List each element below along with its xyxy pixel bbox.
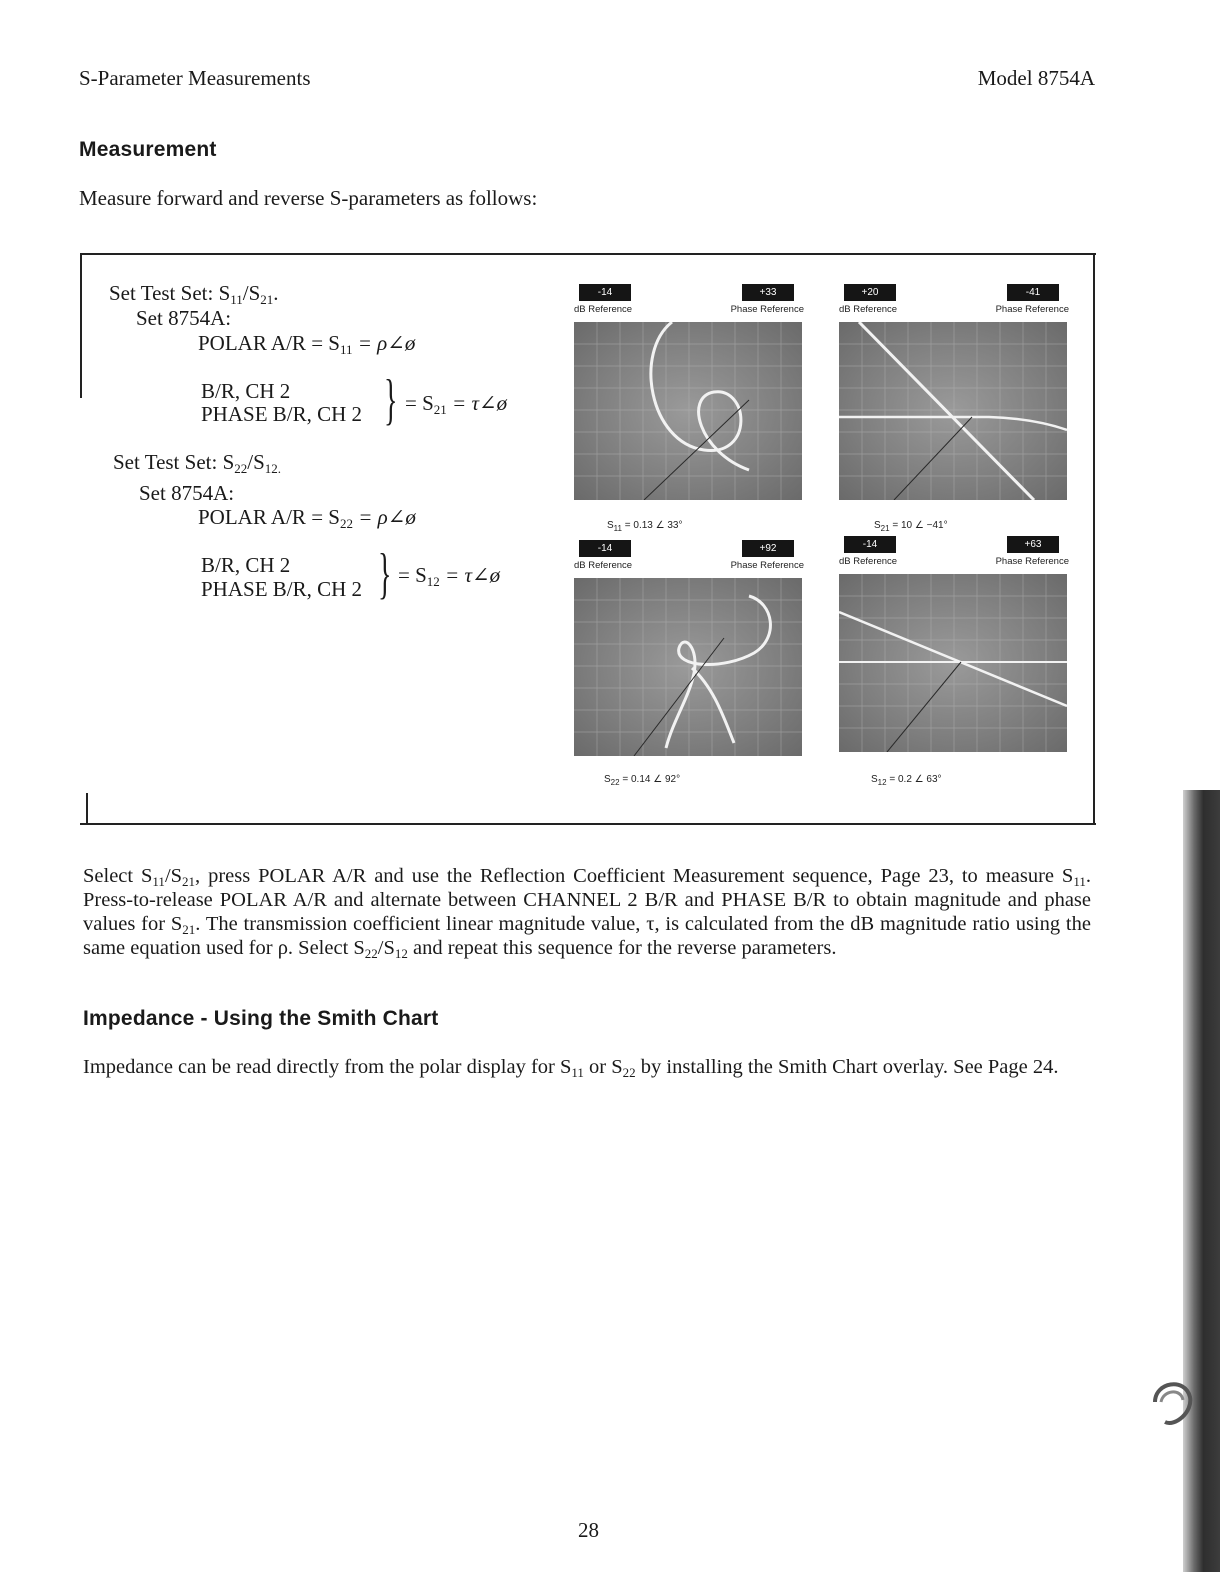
phase-reference-label: Phase Reference — [995, 304, 1069, 315]
binding-ring-icon — [1145, 1372, 1205, 1432]
step-set-8754a-2: Set 8754A: — [139, 481, 235, 505]
step-phase-br-ch2-2: PHASE B/R, CH 2 — [201, 577, 363, 601]
phase-reference-label: Phase Reference — [730, 304, 804, 315]
figure-box-left-rule — [80, 253, 82, 398]
brace-icon: } — [378, 543, 392, 605]
scope-panel-s12 — [839, 536, 1069, 786]
body-paragraph-procedure: Select $S_{11}/S_{21}$, press POLAR A/R and use the Reflection Coefficient Measurement sequence, Page 23, to measure $S_{11}$. Press-to-release POLAR A/R and alternate between CHANNEL 2 B/R and PHASE B/R to obtain magnitude and phase values for $S_{21}$. The transmission coefficient linear magnitude value, τ, is calculated from the dB magnitude ratio using the same equation used for ρ. Select $S_{22}/S_{12}$ and repeat this sequence for the reverse parameters. — [83, 865, 1091, 961]
step-polar-s11: POLAR $A/R = S_{11}$ = ρ∠ø — [198, 331, 416, 357]
step-polar-s22: POLAR $A/R = S_{22}$ = ρ∠ø — [198, 505, 416, 531]
db-reference-value: +20 — [844, 284, 896, 301]
section-heading-impedance: Impedance - Using the Smith Chart — [83, 1007, 439, 1030]
step-set-8754a: Set 8754A: — [136, 306, 232, 330]
s21-result-caption: $S_{21} = 10$ ∠ −41° — [874, 520, 948, 533]
step-set-test-set-s22-s12: Set Test Set: $S_{22}/S_{12.}$ — [113, 450, 282, 476]
db-reference-value: -14 — [579, 284, 631, 301]
db-reference-label: dB Reference — [574, 304, 633, 315]
section-heading-measurement: Measurement — [79, 138, 217, 161]
running-header-right: Model 8754A — [977, 66, 1095, 90]
running-header-left: S-Parameter Measurements — [79, 66, 311, 90]
phase-reference-value: +33 — [742, 284, 794, 301]
page-number: 28 — [578, 1518, 599, 1542]
db-reference-label: dB Reference — [574, 560, 633, 571]
oscilloscope-screen — [839, 574, 1067, 752]
phase-reference-label: Phase Reference — [995, 556, 1069, 567]
body-paragraph-impedance: Impedance can be read directly from the polar display for $S_{11}$ or $S_{22}$ by installing the Smith Chart overlay. See Page 24. — [83, 1056, 1059, 1080]
phase-reference-value: +92 — [742, 540, 794, 557]
step-s21-result: = $S_{21}$ = τ∠ø — [405, 391, 508, 417]
step-br-ch2: B/R, CH 2 — [201, 379, 291, 403]
phase-reference-label: Phase Reference — [730, 560, 804, 571]
phase-reference-value: +63 — [1007, 536, 1059, 553]
step-phase-br-ch2: PHASE B/R, CH 2 — [201, 402, 363, 426]
oscilloscope-screen — [839, 322, 1067, 500]
s11-result-caption: $S_{11} = 0.13$ ∠ 33° — [607, 520, 683, 533]
binding-edge-shadow — [1183, 790, 1220, 1572]
db-reference-label: dB Reference — [839, 304, 898, 315]
db-reference-value: -14 — [579, 540, 631, 557]
figure-box-left-rule-bottom — [86, 793, 88, 823]
figure-box-right-rule — [1093, 253, 1095, 823]
step-s12-result: = $S_{12}$ = τ∠ø — [398, 563, 501, 589]
scope-panel-s11 — [574, 284, 804, 534]
brace-icon: } — [384, 369, 398, 431]
intro-text: Measure forward and reverse S-parameters as follows: — [79, 186, 538, 210]
scope-panel-s21 — [839, 284, 1069, 534]
oscilloscope-screen — [574, 322, 802, 500]
step-br-ch2-2: B/R, CH 2 — [201, 553, 291, 577]
scope-panel-s22 — [574, 540, 804, 790]
oscilloscope-screen — [574, 578, 802, 756]
s22-result-caption: $S_{22} = 0.14$ ∠ 92° — [604, 774, 681, 787]
phase-reference-value: -41 — [1007, 284, 1059, 301]
s12-result-caption: $S_{12} = 0.2$ ∠ 63° — [871, 774, 942, 787]
db-reference-label: dB Reference — [839, 556, 898, 567]
step-set-test-set-s11-s21: Set Test Set: $S_{11}/S_{21}$. — [109, 281, 279, 307]
db-reference-value: -14 — [844, 536, 896, 553]
